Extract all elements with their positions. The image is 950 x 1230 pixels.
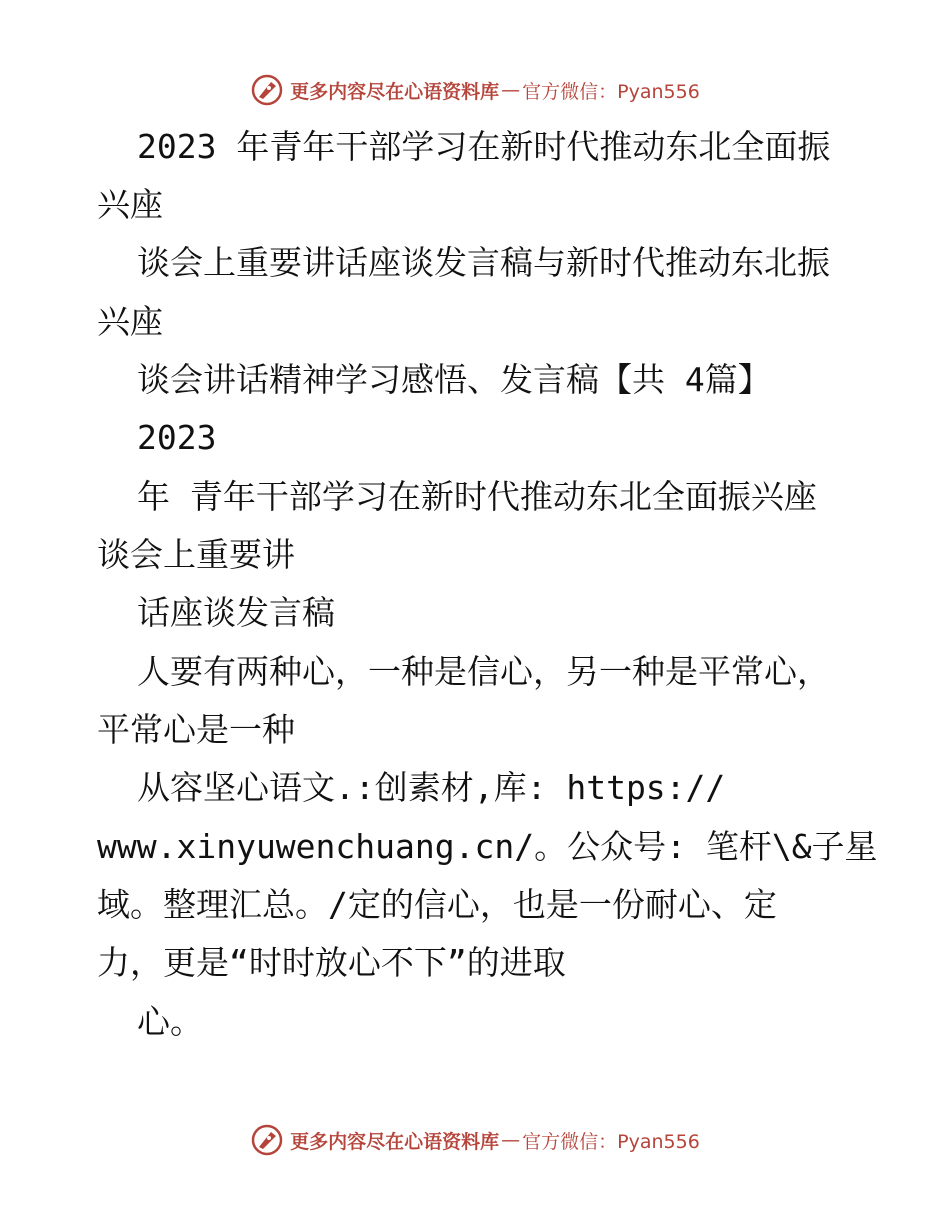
watermark-contact: 官方微信：Pyan556 bbox=[522, 80, 700, 103]
text-line: 心。 bbox=[137, 1002, 203, 1041]
watermark-brand: 更多内容尽在心语资料库 bbox=[290, 1130, 500, 1153]
text-line: 谈会上重要讲 bbox=[97, 535, 295, 574]
watermark-separator: — bbox=[501, 1129, 521, 1151]
watermark-brand: 更多内容尽在心语资料库 bbox=[290, 80, 500, 103]
text-line: 2023 bbox=[137, 418, 217, 457]
text-line: www.xinyuwenchuang.cn/。公众号: 笔杆\&子星 bbox=[97, 827, 878, 866]
watermark-separator: — bbox=[501, 79, 521, 101]
text-line: 谈会讲话精神学习感悟、发言稿【共 4篇】 bbox=[137, 360, 771, 399]
text-line: 域。整理汇总。/定的信心，也是一份耐心、定 bbox=[97, 885, 777, 924]
pen-nib-logo-icon bbox=[250, 73, 284, 107]
text-line: 话座谈发言稿 bbox=[137, 593, 335, 632]
pen-nib-logo-icon bbox=[250, 1123, 284, 1157]
text-line: 谈会上重要讲话座谈发言稿与新时代推动东北振 bbox=[137, 243, 830, 282]
text-line: 兴座 bbox=[97, 185, 163, 224]
text-line: 从容坚心语文.:创素材,库: https:// bbox=[137, 768, 726, 807]
footer-watermark bbox=[0, 1120, 950, 1160]
text-line: 平常心是一种 bbox=[97, 710, 295, 749]
header-watermark bbox=[0, 70, 950, 110]
text-line: 兴座 bbox=[97, 302, 163, 341]
text-line: 年 青年干部学习在新时代推动东北全面振兴座 bbox=[137, 477, 817, 516]
text-line: 2023 年青年干部学习在新时代推动东北全面振 bbox=[137, 127, 831, 166]
text-line: 人要有两种心，一种是信心，另一种是平常心， bbox=[137, 652, 830, 691]
text-line: 力，更是“时时放心不下”的进取 bbox=[97, 943, 566, 982]
watermark-contact: 官方微信：Pyan556 bbox=[522, 1130, 700, 1153]
